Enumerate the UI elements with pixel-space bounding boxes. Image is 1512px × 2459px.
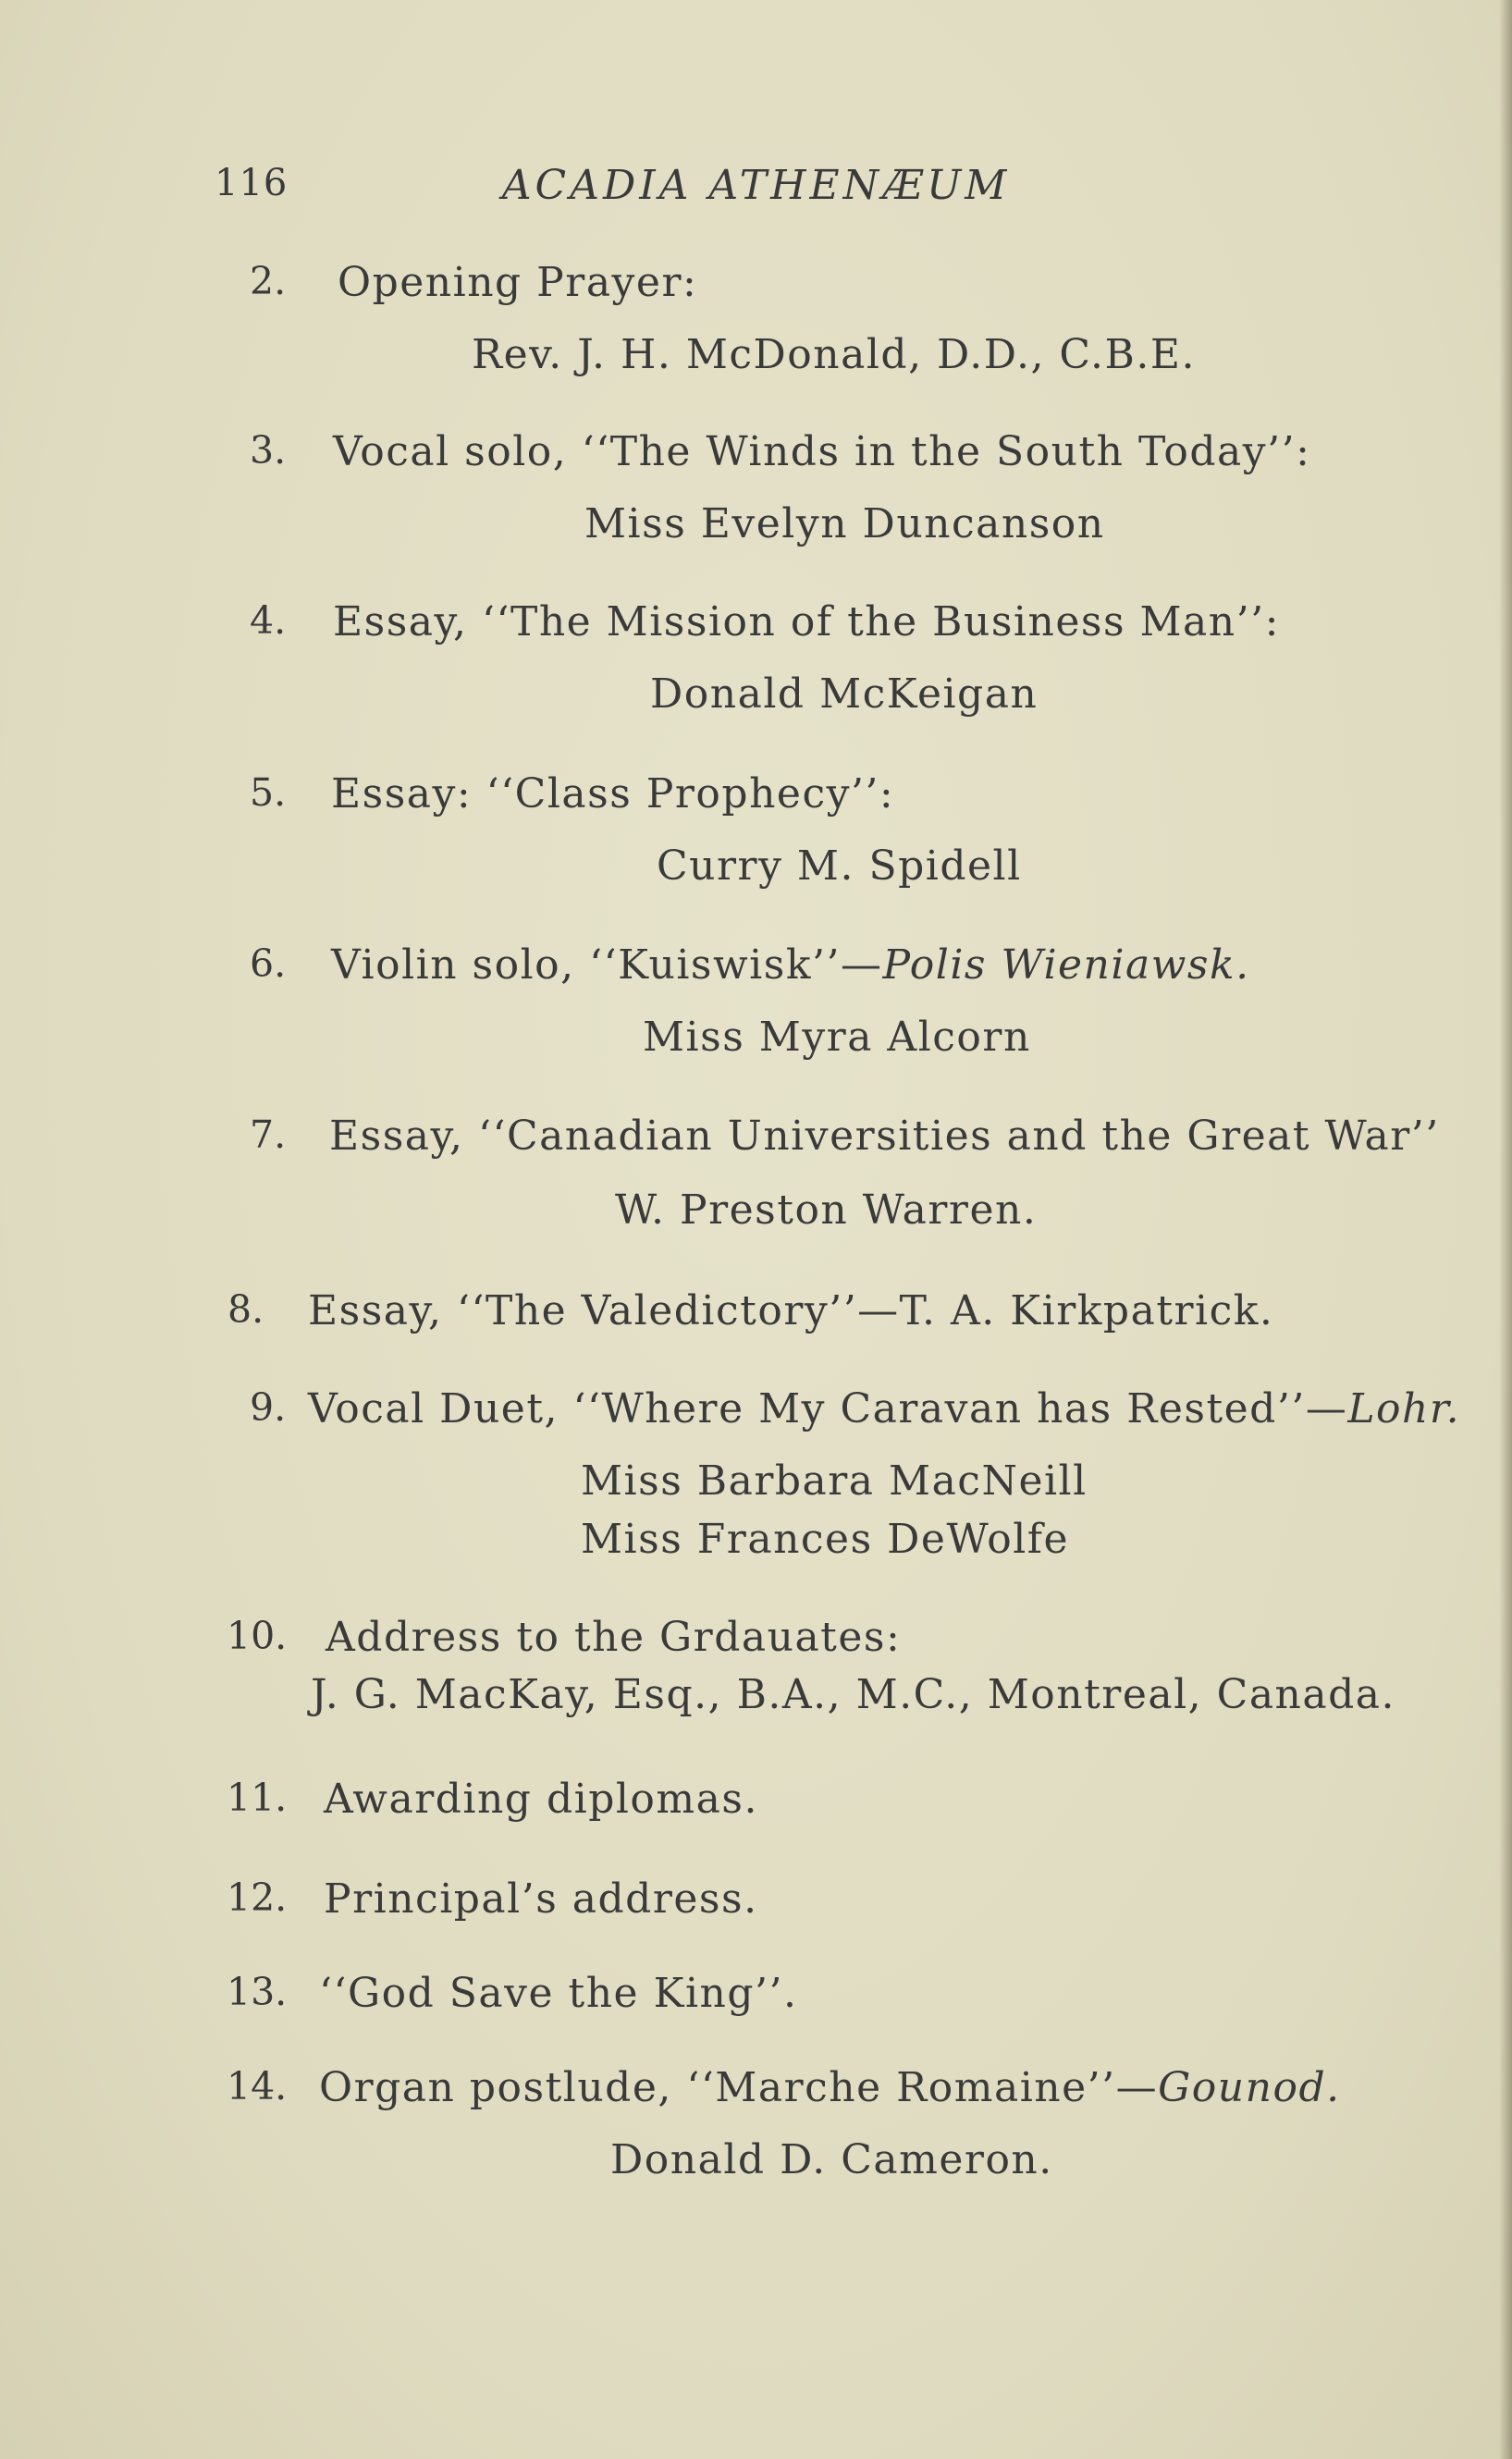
item-title: Essay, ‘‘The Valedictory’’—T. A. Kirkpatrick. — [308, 1287, 1274, 1334]
item-title — [331, 941, 1250, 989]
item-title: Address to the Grdauates: — [326, 1614, 902, 1661]
item-title: Awarding diplomas. — [324, 1776, 758, 1823]
item-performer: Miss Frances DeWolfe — [581, 1516, 1070, 1563]
composer: Polis Wieniawsk. — [882, 941, 1250, 989]
item-performer: Miss Myra Alcorn — [643, 1014, 1031, 1061]
item-title: Essay: ‘‘Class Prophecy’’: — [331, 770, 895, 818]
item-performer: Donald McKeigan — [650, 670, 1039, 718]
item-performer: J. G. MacKay, Esq., B.A., M.C., Montreal, Canada. — [311, 1671, 1396, 1718]
item-number: 6. — [250, 941, 287, 986]
page-edge — [1499, 0, 1512, 2459]
item-number: 10. — [227, 1614, 288, 1658]
item-title-text: Vocal Duet, ‘‘Where My Caravan has Rested’’— — [308, 1385, 1348, 1432]
item-title: Principal’s address. — [324, 1875, 758, 1923]
item-title-text: Violin solo, ‘‘Kuiswisk’’— — [331, 941, 883, 989]
item-title: Opening Prayer: — [338, 259, 698, 306]
item-number: 8. — [227, 1287, 264, 1332]
item-number: 7. — [250, 1113, 287, 1157]
item-title: Essay, ‘‘The Mission of the Business Man’’: — [333, 598, 1280, 645]
item-number: 3. — [250, 428, 287, 473]
item-number: 14. — [227, 2064, 288, 2109]
item-performer: Donald D. Cameron. — [610, 2136, 1053, 2183]
running-title: ACADIA ATHENÆUM — [501, 162, 1011, 209]
composer: Lohr. — [1347, 1385, 1461, 1432]
item-performer: Rev. J. H. McDonald, D.D., C.B.E. — [472, 331, 1196, 378]
item-title: Essay, ‘‘Canadian Universities and the Great War’’ — [329, 1113, 1440, 1160]
item-number: 5. — [250, 770, 287, 815]
item-number: 4. — [250, 598, 287, 643]
page-header — [0, 162, 1512, 217]
item-title: ‘‘God Save the King’’. — [319, 1970, 798, 2017]
item-number: 13. — [227, 1970, 288, 2014]
item-performer: Miss Barbara MacNeill — [581, 1457, 1088, 1505]
item-performer: Miss Evelyn Duncanson — [584, 500, 1105, 547]
item-number: 12. — [227, 1875, 288, 1920]
page-number: 116 — [215, 162, 289, 204]
composer: Gounod. — [1158, 2064, 1341, 2111]
item-title — [319, 2064, 1341, 2111]
item-performer: W. Preston Warren. — [615, 1186, 1038, 1234]
item-title: Vocal solo, ‘‘The Winds in the South Today’’: — [333, 428, 1311, 475]
item-title — [308, 1385, 1460, 1432]
item-number: 2. — [250, 259, 287, 303]
item-number: 9. — [250, 1385, 287, 1430]
item-title-text: Organ postlude, ‘‘Marche Romaine’’— — [319, 2064, 1159, 2111]
item-performer: Curry M. Spidell — [657, 842, 1022, 890]
item-number: 11. — [227, 1776, 288, 1820]
